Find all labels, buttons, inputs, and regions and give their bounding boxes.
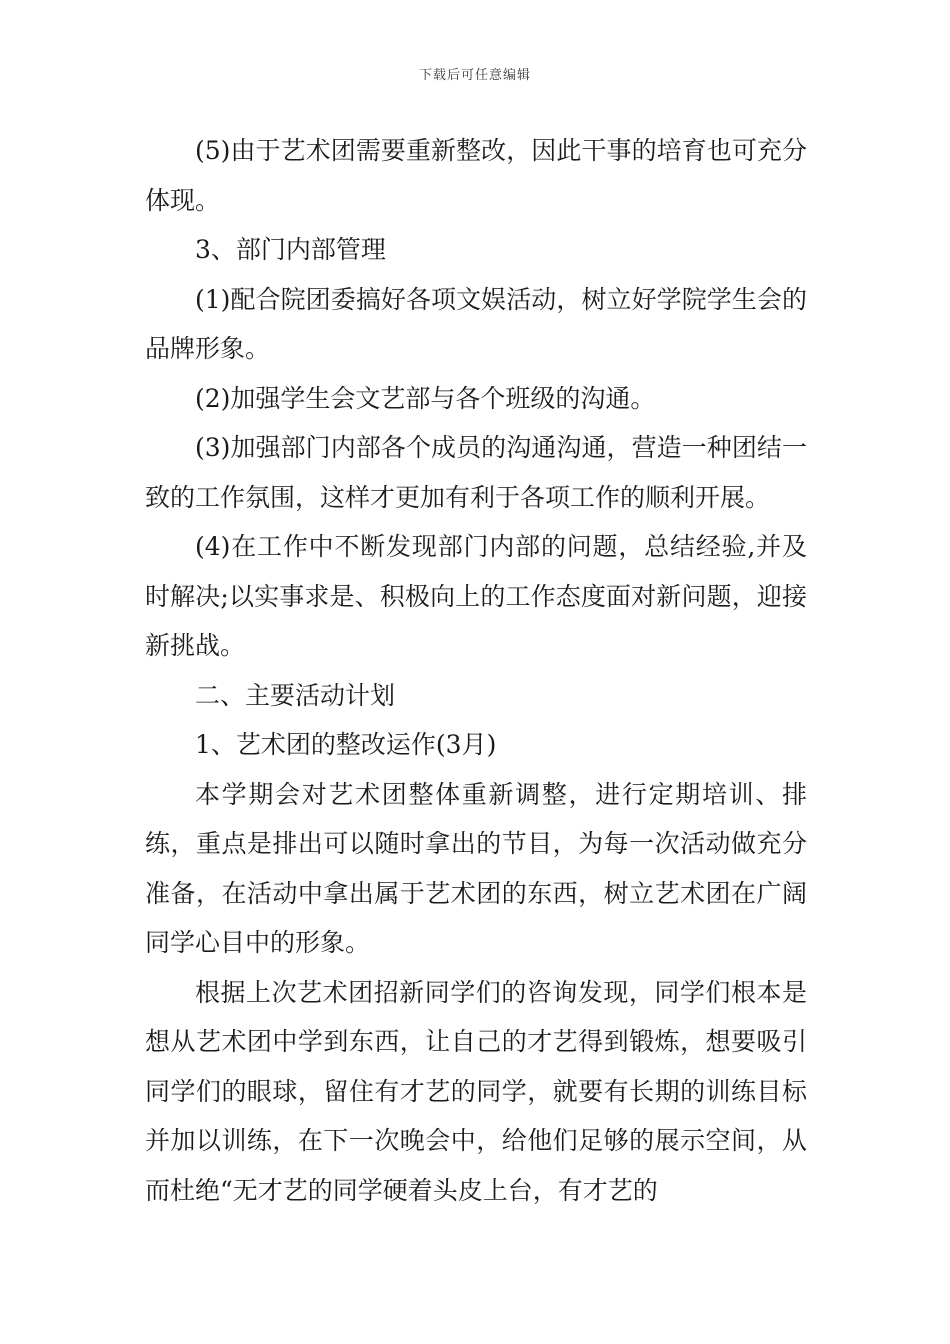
paragraph: (1)配合院团委搞好各项文娱活动，树立好学院学生会的品牌形象。: [145, 284, 807, 363]
page-header-note: 下载后可任意编辑: [418, 68, 531, 83]
section-heading: 二、主要活动计划: [195, 680, 396, 710]
document-body: [145, 126, 807, 1215]
paragraph: 根据上次艺术团招新同学们的咨询发现，同学们根本是想从艺术团中学到东西，让自己的才艺得到锻炼，想要吸引同学们的眼球，留住有才艺的同学，就要有长期的训练目标并加以训练，在下一次晚会中，给他们足够的展示空间，从而杜绝“无才艺的同学硬着头皮上台，有才艺的: [145, 977, 807, 1205]
paragraph: (3)加强部门内部各个成员的沟通沟通，营造一种团结一致的工作氛围，这样才更加有利于各项工作的顺利开展。: [145, 433, 807, 512]
section-heading: 1、艺术团的整改运作(3月): [195, 730, 497, 759]
paragraph: (2)加强学生会文艺部与各个班级的沟通。: [195, 383, 656, 413]
paragraph: (4)在工作中不断发现部门内部的问题，总结经验,并及时解决;以实事求是、积极向上的工作态度面对新问题，迎接新挑战。: [145, 532, 807, 660]
paragraph: (5)由于艺术团需要重新整改，因此干事的培育也可充分体现。: [145, 136, 807, 215]
section-heading: 3、部门内部管理: [195, 235, 386, 264]
paragraph: 本学期会对艺术团整体重新调整，进行定期培训、排练，重点是排出可以随时拿出的节目，为每一次活动做充分准备，在活动中拿出属于艺术团的东西，树立艺术团在广阔同学心目中的形象。: [145, 779, 807, 957]
